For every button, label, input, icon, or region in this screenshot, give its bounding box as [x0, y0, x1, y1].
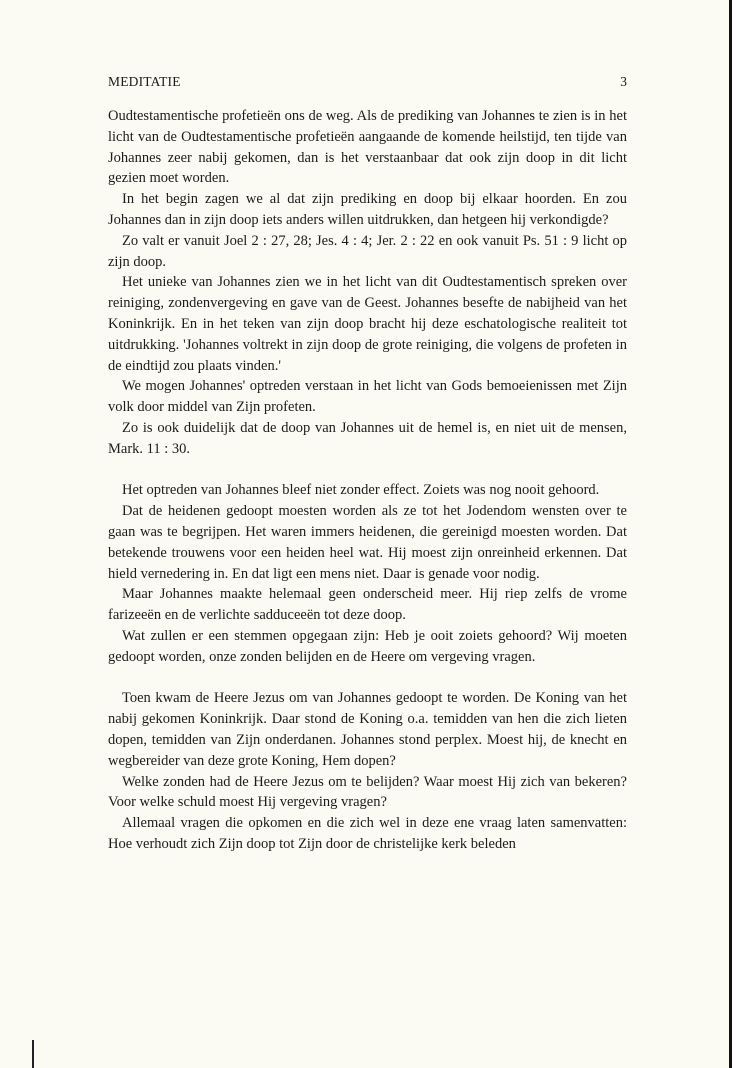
paragraph: Het optreden van Johannes bleef niet zonder effect. Zoiets was nog nooit gehoord.	[122, 482, 600, 499]
page-number: 3	[620, 74, 627, 89]
paragraph: Wat zullen er een stemmen opgegaan zijn: Heb je ooit zoiets gehoord? Wij moeten gedoopt worden, onze zonden belijden en de Heere om vergeving vragen.	[108, 627, 627, 665]
paragraph: Oudtestamentische profetieën ons de weg. Als de prediking van Johannes te zien is in het licht van de Oudtestamentische profetieën aangaande de komende heilstijd, ten tijde van Johannes zeer nabij gekomen, dan is het verstaanbaar dat ook zijn doop in dit licht gezien moet worden.	[108, 108, 627, 187]
scan-edge-right	[729, 0, 732, 1068]
paragraph: Dat de heidenen gedoopt moesten worden als ze tot het Jodendom wensten over te gaan was te begrijpen. Het waren immers heidenen, die gereinigd moesten worden. Dat betekende trouwens voor een heiden heel wat. Hij moest zijn onreinheid erkennen. Dat hield vernedering in. En dat ligt een mens niet. Daar is genade voor nodig.	[108, 503, 627, 582]
body-text	[108, 106, 627, 855]
section-break	[108, 668, 627, 689]
paragraph: Zo valt er vanuit Joel 2 : 27, 28; Jes. 4 : 4; Jer. 2 : 22 en ook vanuit Ps. 51 : 9 licht op zijn doop.	[108, 232, 627, 270]
section-break	[108, 460, 627, 481]
paragraph: Maar Johannes maakte helemaal geen onderscheid meer. Hij riep zelfs de vrome farizeeën en de verlichte sadduceeën tot deze doop.	[108, 586, 627, 624]
scan-edge-left	[32, 1040, 34, 1068]
paragraph: Welke zonden had de Heere Jezus om te belijden? Waar moest Hij zich van bekeren? Voor welke schuld moest Hij vergeving vragen?	[108, 773, 627, 811]
paragraph: In het begin zagen we al dat zijn prediking en doop bij elkaar hoorden. En zou Johannes dan in zijn doop iets anders willen uitdrukken, dan hetgeen hij verkondigde?	[108, 191, 627, 228]
running-title: MEDITATIE	[108, 74, 181, 89]
paragraph: Het unieke van Johannes zien we in het licht van dit Oudtestamentisch spreken over reiniging, zondenvergeving en gave van de Geest. Johannes besefte de nabijheid van het Koninkrijk. En in het teken van zijn doop bracht hij deze eschatologische realiteit tot uitdrukking. 'Johannes voltrekt in zijn doop de grote reiniging, die volgens de profeten in de eindtijd zou plaats vinden.'	[108, 274, 627, 374]
paragraph: Toen kwam de Heere Jezus om van Johannes gedoopt te worden. De Koning van het nabij gekomen Koninkrijk. Daar stond de Koning o.a. temidden van hen die zich lieten dopen, temidden van Zijn onderdanen. Johannes stond perplex. Moest hij, de knecht en wegbereider van deze grote Koning, Hem dopen?	[108, 690, 627, 769]
paragraph: Allemaal vragen die opkomen en die zich wel in deze ene vraag laten samenvatten: Hoe verhoudt zich Zijn doop tot Zijn door de christelijke kerk beleden	[108, 815, 627, 852]
paragraph: We mogen Johannes' optreden verstaan in het licht van Gods bemoeienissen met Zijn volk door middel van Zijn profeten.	[108, 378, 627, 416]
paragraph: Zo is ook duidelijk dat de doop van Johannes uit de hemel is, en niet uit de mensen, Mark. 11 : 30.	[108, 419, 627, 457]
